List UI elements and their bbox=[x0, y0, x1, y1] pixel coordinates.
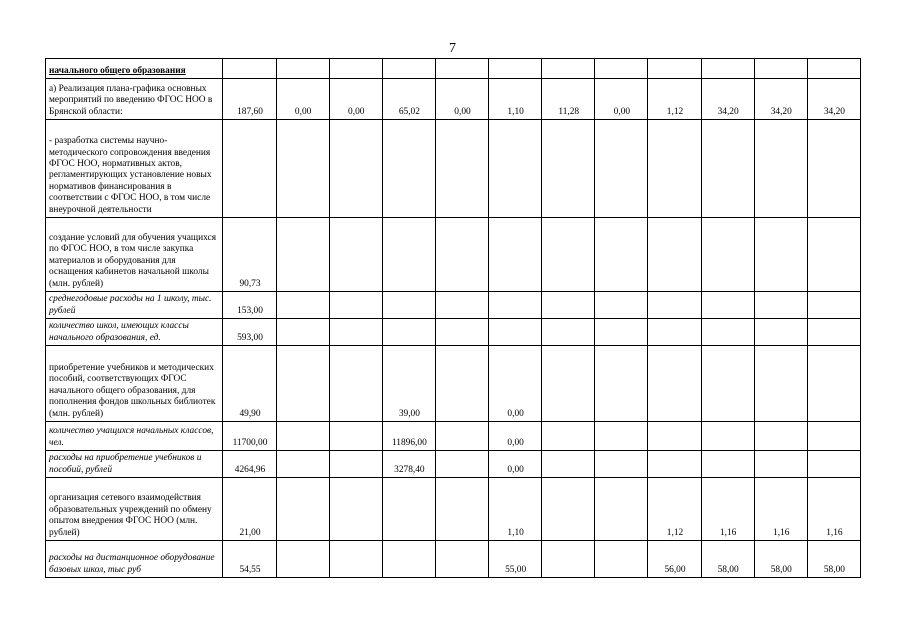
value-cell bbox=[435, 346, 488, 422]
value-cell bbox=[701, 59, 754, 79]
value-cell: 0,00 bbox=[329, 79, 382, 120]
value-cell bbox=[542, 59, 595, 79]
row-label: количество учащихся начальных классов, чел. bbox=[46, 422, 223, 451]
value-cell: 0,00 bbox=[435, 79, 488, 120]
value-cell bbox=[807, 292, 860, 319]
value-cell: 39,00 bbox=[382, 346, 435, 422]
value-cell bbox=[223, 120, 276, 218]
value-cell: 34,20 bbox=[807, 79, 860, 120]
value-cell: 90,73 bbox=[223, 218, 276, 292]
value-cell: 1,10 bbox=[489, 478, 542, 541]
table-row bbox=[46, 79, 861, 120]
value-cell bbox=[595, 319, 648, 346]
value-cell bbox=[382, 120, 435, 218]
value-cell: 58,00 bbox=[754, 541, 807, 578]
page-number: 7 bbox=[449, 41, 456, 56]
value-cell bbox=[276, 292, 329, 319]
value-cell bbox=[382, 478, 435, 541]
value-cell bbox=[754, 346, 807, 422]
value-cell bbox=[489, 292, 542, 319]
value-cell bbox=[276, 451, 329, 478]
value-cell bbox=[276, 59, 329, 79]
value-cell bbox=[329, 478, 382, 541]
value-cell bbox=[489, 218, 542, 292]
value-cell bbox=[329, 451, 382, 478]
value-cell: 1,12 bbox=[648, 79, 701, 120]
value-cell bbox=[276, 346, 329, 422]
value-cell bbox=[701, 346, 754, 422]
value-cell: 21,00 bbox=[223, 478, 276, 541]
row-label: - разработка системы научно-методического сопровождения введения ФГОС НОО, нормативных актов, регламентирующих установление новых нормативов финансирования в соответствии с ФГОС НОО, в том числе внеурочной деятельности bbox=[46, 120, 223, 218]
value-cell bbox=[648, 319, 701, 346]
value-cell bbox=[276, 422, 329, 451]
budget-table bbox=[45, 58, 861, 578]
value-cell bbox=[648, 346, 701, 422]
value-cell: 65,02 bbox=[382, 79, 435, 120]
value-cell: 11700,00 bbox=[223, 422, 276, 451]
value-cell bbox=[435, 218, 488, 292]
value-cell: 0,00 bbox=[489, 422, 542, 451]
value-cell: 3278,40 bbox=[382, 451, 435, 478]
value-cell bbox=[382, 218, 435, 292]
value-cell bbox=[542, 346, 595, 422]
value-cell bbox=[807, 59, 860, 79]
value-cell bbox=[276, 319, 329, 346]
value-cell bbox=[489, 59, 542, 79]
value-cell: 54,55 bbox=[223, 541, 276, 578]
value-cell: 0,00 bbox=[595, 79, 648, 120]
value-cell bbox=[701, 422, 754, 451]
value-cell: 1,16 bbox=[701, 478, 754, 541]
value-cell bbox=[489, 319, 542, 346]
value-cell bbox=[701, 451, 754, 478]
value-cell bbox=[223, 59, 276, 79]
table-row bbox=[46, 120, 861, 218]
table-row bbox=[46, 292, 861, 319]
value-cell bbox=[807, 422, 860, 451]
value-cell bbox=[595, 422, 648, 451]
value-cell bbox=[648, 451, 701, 478]
value-cell bbox=[701, 218, 754, 292]
value-cell bbox=[329, 541, 382, 578]
value-cell bbox=[435, 292, 488, 319]
value-cell bbox=[648, 59, 701, 79]
row-label: организация сетевого взаимодействия образовательных учреждений по обмену опытом внедрения ФГОС НОО (млн. рублей) bbox=[46, 478, 223, 541]
value-cell bbox=[648, 120, 701, 218]
value-cell bbox=[542, 319, 595, 346]
row-label: создание условий для обучения учащихся по ФГОС НОО, в том числе закупка материалов и оборудования для оснащения кабинетов начальной школы (млн. рублей) bbox=[46, 218, 223, 292]
row-label: а) Реализация плана-графика основных мероприятий по введению ФГОС НОО в Брянской области: bbox=[46, 79, 223, 120]
value-cell bbox=[754, 218, 807, 292]
value-cell bbox=[754, 120, 807, 218]
value-cell bbox=[807, 451, 860, 478]
value-cell bbox=[807, 218, 860, 292]
value-cell: 56,00 bbox=[648, 541, 701, 578]
value-cell bbox=[435, 319, 488, 346]
value-cell bbox=[595, 478, 648, 541]
value-cell bbox=[276, 120, 329, 218]
table-row bbox=[46, 346, 861, 422]
value-cell: 11,28 bbox=[542, 79, 595, 120]
value-cell bbox=[329, 292, 382, 319]
value-cell: 55,00 bbox=[489, 541, 542, 578]
value-cell bbox=[489, 120, 542, 218]
value-cell: 34,20 bbox=[754, 79, 807, 120]
value-cell bbox=[595, 451, 648, 478]
value-cell bbox=[754, 292, 807, 319]
value-cell bbox=[329, 346, 382, 422]
table-row bbox=[46, 319, 861, 346]
value-cell bbox=[435, 451, 488, 478]
value-cell: 1,16 bbox=[754, 478, 807, 541]
value-cell: 4264,96 bbox=[223, 451, 276, 478]
value-cell bbox=[701, 319, 754, 346]
table-row bbox=[46, 541, 861, 578]
value-cell bbox=[807, 346, 860, 422]
table-row bbox=[46, 59, 861, 79]
table-row bbox=[46, 422, 861, 451]
value-cell bbox=[701, 292, 754, 319]
value-cell: 34,20 bbox=[701, 79, 754, 120]
value-cell bbox=[276, 541, 329, 578]
value-cell: 58,00 bbox=[807, 541, 860, 578]
value-cell bbox=[329, 218, 382, 292]
value-cell: 1,16 bbox=[807, 478, 860, 541]
value-cell bbox=[329, 59, 382, 79]
value-cell: 187,60 bbox=[223, 79, 276, 120]
value-cell: 0,00 bbox=[276, 79, 329, 120]
value-cell bbox=[542, 451, 595, 478]
value-cell bbox=[382, 59, 435, 79]
value-cell bbox=[542, 478, 595, 541]
row-label: приобретение учебников и методических пособий, соответствующих ФГОС начального общего образования, для пополнения фондов школьных библиотек (млн. рублей) bbox=[46, 346, 223, 422]
value-cell bbox=[754, 422, 807, 451]
table-row bbox=[46, 218, 861, 292]
value-cell bbox=[276, 218, 329, 292]
value-cell: 1,12 bbox=[648, 478, 701, 541]
row-label: расходы на приобретение учебников и пособий, рублей bbox=[46, 451, 223, 478]
value-cell bbox=[595, 59, 648, 79]
value-cell bbox=[435, 478, 488, 541]
value-cell bbox=[329, 422, 382, 451]
value-cell bbox=[648, 422, 701, 451]
value-cell: 58,00 bbox=[701, 541, 754, 578]
value-cell bbox=[382, 319, 435, 346]
table-row bbox=[46, 451, 861, 478]
value-cell: 49,90 bbox=[223, 346, 276, 422]
value-cell bbox=[595, 292, 648, 319]
value-cell bbox=[807, 120, 860, 218]
value-cell bbox=[329, 120, 382, 218]
value-cell: 11896,00 bbox=[382, 422, 435, 451]
value-cell bbox=[435, 541, 488, 578]
value-cell bbox=[542, 120, 595, 218]
value-cell bbox=[435, 59, 488, 79]
value-cell: 153,00 bbox=[223, 292, 276, 319]
row-label: количество школ, имеющих классы начального образования, ед. bbox=[46, 319, 223, 346]
value-cell: 1,10 bbox=[489, 79, 542, 120]
value-cell bbox=[542, 422, 595, 451]
value-cell: 0,00 bbox=[489, 451, 542, 478]
value-cell bbox=[648, 292, 701, 319]
value-cell bbox=[754, 451, 807, 478]
value-cell: 0,00 bbox=[489, 346, 542, 422]
row-label: расходы на дистанционное оборудование базовых школ, тыс руб bbox=[46, 541, 223, 578]
value-cell bbox=[701, 120, 754, 218]
value-cell bbox=[542, 292, 595, 319]
value-cell bbox=[542, 541, 595, 578]
value-cell bbox=[435, 120, 488, 218]
value-cell bbox=[595, 541, 648, 578]
value-cell bbox=[807, 319, 860, 346]
value-cell bbox=[754, 319, 807, 346]
value-cell bbox=[754, 59, 807, 79]
row-label: начального общего образования bbox=[46, 59, 223, 79]
value-cell bbox=[595, 218, 648, 292]
table-row bbox=[46, 478, 861, 541]
value-cell bbox=[329, 319, 382, 346]
value-cell bbox=[648, 218, 701, 292]
value-cell bbox=[542, 218, 595, 292]
table-body bbox=[46, 59, 861, 578]
value-cell: 593,00 bbox=[223, 319, 276, 346]
value-cell bbox=[382, 292, 435, 319]
value-cell bbox=[276, 478, 329, 541]
value-cell bbox=[435, 422, 488, 451]
value-cell bbox=[382, 541, 435, 578]
value-cell bbox=[595, 120, 648, 218]
row-label: среднегодовые расходы на 1 школу, тыс. рублей bbox=[46, 292, 223, 319]
value-cell bbox=[595, 346, 648, 422]
